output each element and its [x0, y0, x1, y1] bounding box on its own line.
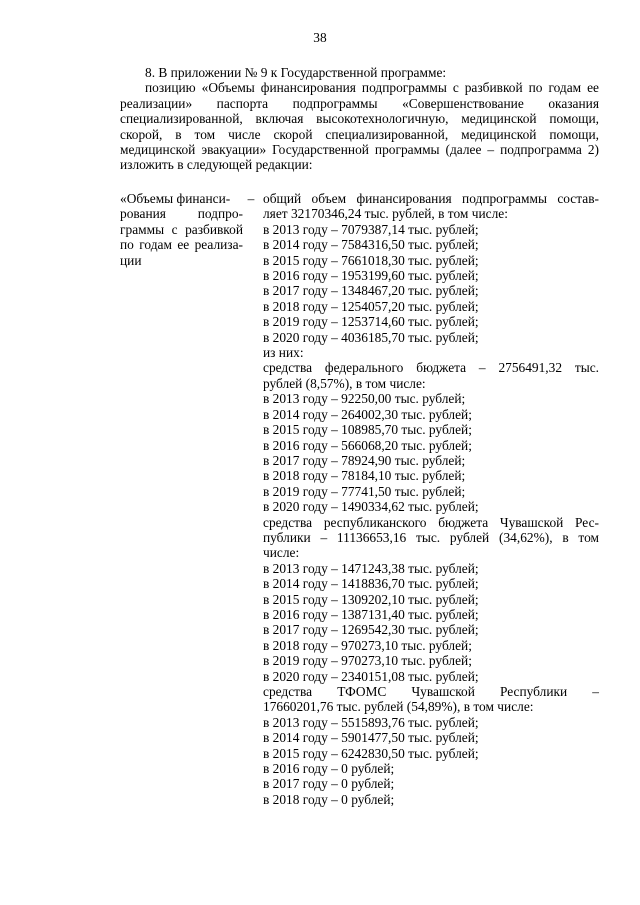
financing-line: в 2017 году – 1269542,30 тыс. рублей;: [263, 622, 479, 638]
passport-position-label: [120, 191, 243, 268]
financing-line: в 2018 году – 0 рублей;: [263, 791, 395, 807]
financing-line: в 2016 году – 1953199,60 тыс. рублей;: [263, 268, 479, 284]
financing-line: средства ТФОМС Чувашской Республики –: [263, 684, 599, 699]
financing-line: в 2018 году – 1254057,20 тыс. рублей;: [263, 298, 479, 314]
financing-line: в 2019 году – 1253714,60 тыс. рублей;: [263, 314, 479, 330]
financing-line: в 2020 году – 4036185,70 тыс. рублей;: [263, 329, 479, 345]
financing-line: в 2014 году – 5901477,50 тыс. рублей;: [263, 730, 479, 746]
financing-line: в 2013 году – 5515893,76 тыс. рублей;: [263, 714, 479, 730]
intro-block: [120, 65, 599, 173]
financing-line: рублей (8,57%), в том числе:: [263, 375, 426, 391]
financing-line: в 2019 году – 970273,10 тыс. рублей;: [263, 653, 472, 669]
page-number: 38: [313, 30, 327, 45]
financing-line: публики – 11136653,16 тыс. рублей (34,62%), в том: [263, 529, 599, 545]
financing-line: числе:: [263, 545, 300, 561]
financing-line: ляет 32170346,24 тыс. рублей, в том числе:: [263, 206, 508, 222]
financing-line: в 2013 году – 7079387,14 тыс. рублей;: [263, 221, 479, 237]
label-line: ции: [120, 252, 142, 268]
financing-line: в 2013 году – 92250,00 тыс. рублей;: [263, 391, 466, 407]
financing-line: 17660201,76 тыс. рублей (54,89%), в том числе:: [263, 699, 534, 715]
financing-line: в 2016 году – 566068,20 тыс. рублей;: [263, 437, 472, 453]
financing-line: в 2015 году – 1309202,10 тыс. рублей;: [263, 591, 479, 607]
financing-line: в 2017 году – 78924,90 тыс. рублей;: [263, 452, 466, 468]
financing-line: в 2016 году – 0 рублей;: [263, 761, 395, 777]
intro-paragraph: позицию «Объемы финансирования подпрограммы с разбивкой по годам ее реализации» паспорта подпрограммы «Совершенствование оказания специализированной, включая высокотехнологичную, медицинской помощи, скорой, в том числе скорой специализированной, медицинской помощи, медицинской эвакуации» Государственной программы (далее – подпрограмма 2) изложить в следующей редакции:: [120, 80, 599, 173]
financing-line: в 2015 году – 7661018,30 тыс. рублей;: [263, 252, 479, 268]
financing-line: в 2014 году – 7584316,50 тыс. рублей;: [263, 237, 479, 253]
separator-dash: –: [247, 191, 255, 206]
financing-line: в 2020 году – 2340151,08 тыс. рублей;: [263, 668, 479, 684]
financing-line: в 2014 году – 264002,30 тыс. рублей;: [263, 406, 472, 422]
financing-line: в 2015 году – 6242830,50 тыс. рублей;: [263, 745, 479, 761]
label-line: «Объемы финанси-: [120, 191, 231, 206]
financing-line: в 2019 году – 77741,50 тыс. рублей;: [263, 483, 466, 499]
financing-line: в 2020 году – 1490334,62 тыс. рублей;: [263, 499, 479, 515]
financing-line: в 2017 году – 0 рублей;: [263, 776, 395, 792]
financing-line: из них:: [263, 345, 304, 361]
financing-details: [263, 191, 599, 807]
financing-line: в 2016 году – 1387131,40 тыс. рублей;: [263, 606, 479, 622]
financing-line: в 2018 году – 78184,10 тыс. рублей;: [263, 468, 466, 484]
financing-line: в 2017 году – 1348467,20 тыс. рублей;: [263, 283, 479, 299]
label-line: граммы с разбивкой: [120, 221, 243, 237]
financing-line: общий объем финансирования подпрограммы состав-: [263, 191, 599, 206]
label-line: рования подпро-: [120, 206, 243, 222]
financing-line: в 2013 году – 1471243,38 тыс. рублей;: [263, 560, 479, 576]
financing-line: в 2014 году – 1418836,70 тыс. рублей;: [263, 576, 479, 592]
financing-line: в 2015 году – 108985,70 тыс. рублей;: [263, 422, 472, 438]
financing-line: средства республиканского бюджета Чувашской Рес-: [263, 514, 599, 530]
label-line: по годам ее реализа-: [120, 237, 243, 253]
intro-item: 8. В приложении № 9 к Государственной программе:: [145, 65, 447, 80]
financing-line: в 2018 году – 970273,10 тыс. рублей;: [263, 637, 472, 653]
financing-line: средства федерального бюджета – 2756491,32 тыс.: [263, 360, 599, 376]
